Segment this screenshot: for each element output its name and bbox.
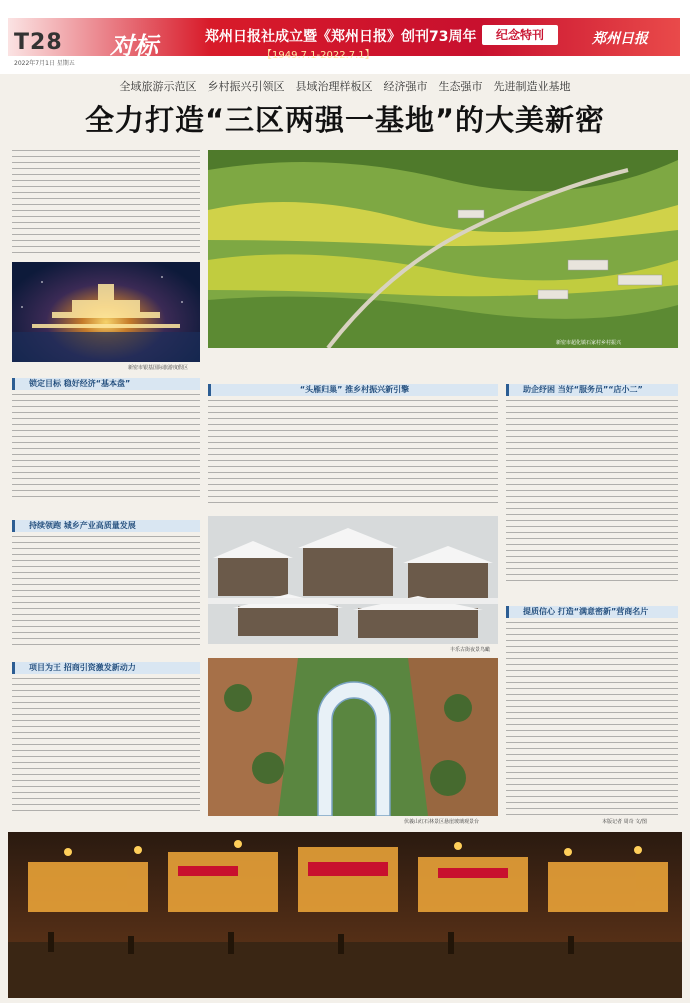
main-headline: 全力打造“三区两强一基地”的大美新密 [84,103,606,137]
section-3-text [506,400,678,586]
caption-village: 新密市超化镇石家村乡村振兴 [556,340,622,346]
resort-illustration [12,262,200,362]
anniversary-years: 【1949.7.1-2022.7.1】 [262,50,375,61]
byline: 本版记者 周奇 文/图 [602,819,647,825]
subtitle: 全域旅游示范区 乡村振兴引领区 县域治理样板区 经济强市 生态强市 先进制造业基地 [119,80,571,93]
dateline: 2022年7月1日 星期五 [14,60,75,67]
section-4-text [12,536,200,650]
ancient-street-photo [208,516,498,644]
section-heading-2: “头雁归巢” 推乡村振兴新引擎 [208,384,498,396]
terrace-illustration [208,150,678,348]
section-6-text [12,678,200,814]
section-heading-4: 持续领跑 城乡产业高质量发展 [12,520,200,532]
section-heading-1: 锁定目标 稳好经济“基本盘” [12,378,200,390]
section-5-text [506,622,678,818]
section-2-text [208,400,498,508]
page-number: T28 [14,30,63,55]
section-heading-5: 提质信心 打造“满意密新”营商名片 [506,606,678,618]
section-heading-6: 项目为王 招商引资激发新动力 [12,662,200,674]
night-street-photo [8,832,682,998]
caption-resort: 新密市银基国际旅游度假区 [128,365,189,371]
caption-street: 丰乐古街夜景鸟瞰 [450,647,491,653]
page-header [0,0,690,74]
section-1-text [12,394,200,502]
header-title: 郑州日报社成立暨《郑州日报》创刊73周年 [205,29,477,45]
night-street-illustration [8,832,682,998]
caption-platform: 伏羲山红石林景区悬崖玻璃观景台 [404,819,480,825]
section-name: 对标 [110,31,158,60]
glass-platform-photo [208,658,498,816]
newspaper-logo: 郑州日报 [592,31,648,47]
section-heading-3: 助企纾困 当好“服务员”“店小二” [506,384,678,396]
intro-text-block [12,150,200,258]
special-issue-tag: 纪念特刊 [482,25,558,45]
resort-night-photo [12,262,200,362]
street-illustration [208,516,498,644]
platform-illustration [208,658,498,816]
village-landscape-photo [208,150,678,348]
